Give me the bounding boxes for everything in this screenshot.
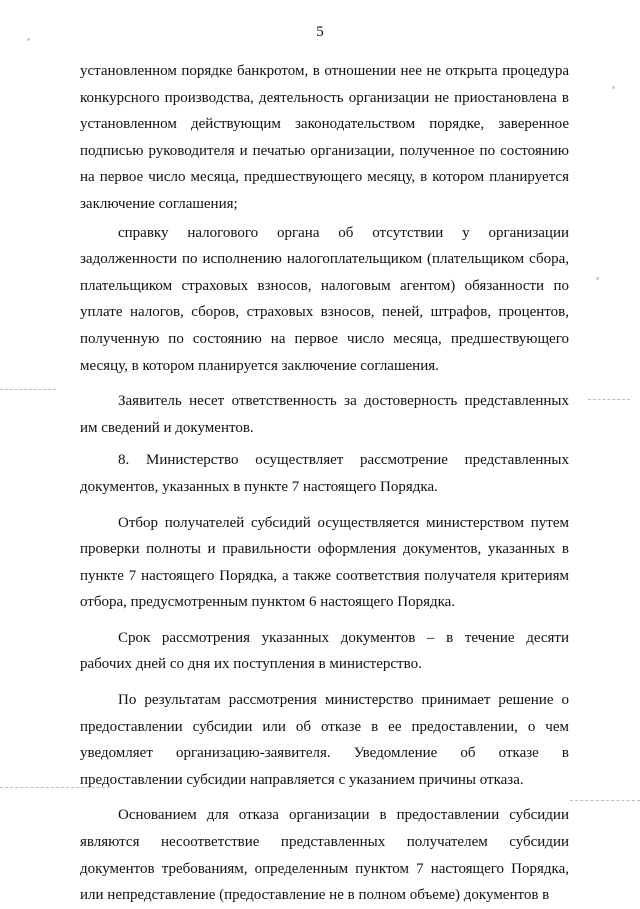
scan-artifact-line [0,389,56,390]
scan-speck [612,86,615,89]
paragraph-tax-certificate: справку налогового органа об отсутствии у организации задолженности по исполнению налогоплательщиком (плательщиком сбора, плательщиком страховых взносов, налоговым агентом) обязанности по уплате налогов, сборов, страховых взносов, пеней, штрафов, процентов, полученную по состоянию на первое число месяца, предшествующего месяцу, в котором планируется заключение соглашения. [80,224,569,374]
paragraph-decision: По результатам рассмотрения министерство принимает решение о предоставлении субсидии или об отказе в ее предоставлении, о чем уведомляет организацию-заявителя. Уведомление об отказе в предоставлении субсидии направляется с указанием причины отказа. [80,692,569,788]
scan-artifact-line [0,787,110,788]
scan-artifact-line [588,399,630,400]
scan-artifact-line [570,800,640,801]
paragraph-refusal-grounds: Основанием для отказа организации в предоставлении субсидии являются несоответствие представленных получателем субсидии документов требованиям, определенным пунктом 7 настоящего Порядка, или непредставление (предоставление не в полном объеме) документов в [80,807,569,904]
paragraph-review-period: Срок рассмотрения указанных документов – в течение десяти рабочих дней со дня их поступления в министерство. [80,629,569,673]
scan-speck [27,38,30,41]
document-body [80,58,569,909]
paragraph-selection: Отбор получателей субсидий осуществляется министерством путем проверки полноты и правильности оформления документов, указанных в пункте 7 настоящего Порядка, а также соответствия получателя критериям отбора, предусмотренным пунктом 6 настоящего Порядка. [80,514,569,611]
paragraph-item-8: 8. Министерство осуществляет рассмотрение представленных документов, указанных в пункте 7 настоящего Порядка. [80,452,569,495]
paragraph-continuation: установленном порядке банкротом, в отношении нее не открыта процедура конкурсного производства, деятельность организации не приостановлена в установленном действующим законодательством порядке, заверенное подписью руководителя и печатью организации, полученное по состоянию на первое число месяца, предшествующего месяцу, в котором планируется заключение соглашения; [80,63,569,212]
scan-speck [596,277,599,280]
paragraph-applicant-responsibility: Заявитель несет ответственность за достоверность представленных им сведений и документов. [80,393,569,436]
page-number: 5 [316,24,324,40]
